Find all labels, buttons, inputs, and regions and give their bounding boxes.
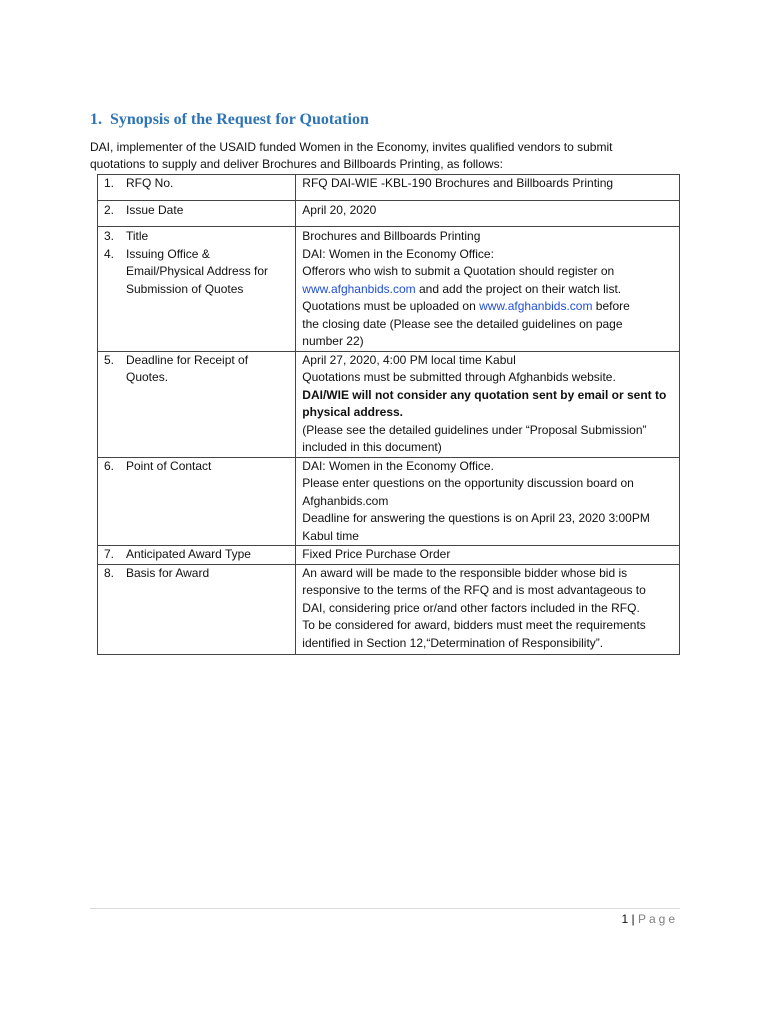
- issuing-office-line: DAI: Women in the Economy Office:: [302, 246, 494, 261]
- row-number: 8.: [104, 565, 115, 580]
- issuing-office-line: Offerors who wish to submit a Quotation should register on: [302, 264, 615, 278]
- contact-line: Kabul time: [302, 528, 359, 543]
- heading-number: 1.: [90, 111, 102, 128]
- contact-line: DAI: Women in the Economy Office.: [302, 458, 494, 473]
- deadline-line: Quotations must be submitted through Afghanbids website.: [302, 370, 616, 384]
- footer-separator: |: [631, 912, 635, 926]
- table-row: [98, 457, 680, 546]
- afghanbids-link[interactable]: www.afghanbids.com: [479, 299, 593, 313]
- row-value-cell: [296, 246, 680, 352]
- row-label-cell: [98, 246, 296, 352]
- contact-line: Please enter questions on the opportunity discussion board on: [302, 476, 634, 490]
- row-value-cell: [296, 351, 680, 457]
- row-label: Anticipated Award Type: [126, 547, 251, 561]
- intro-line-1: DAI, implementer of the USAID funded Women in the Economy, invites qualified vendors to submit: [90, 140, 613, 154]
- contact-line: Deadline for answering the questions is on April 23, 2020 3:00PM: [302, 511, 650, 525]
- basis-line: To be considered for award, bidders must meet the requirements: [302, 618, 646, 632]
- deadline-line: April 27, 2020, 4:00 PM local time Kabul: [302, 352, 516, 367]
- issuing-office-text: before: [592, 299, 630, 313]
- row-value-cell: [296, 564, 680, 655]
- basis-line: responsive to the terms of the RFQ and is most advantageous to: [302, 583, 646, 597]
- basis-line: An award will be made to the responsible bidder whose bid is: [302, 565, 628, 580]
- table-row: [98, 351, 680, 457]
- table-row: [98, 227, 680, 246]
- intro-line-2: quotations to supply and deliver Brochures and Billboards Printing, as follows:: [90, 157, 503, 171]
- basis-line: DAI, considering price or/and other factors included in the RFQ.: [302, 600, 640, 615]
- issuing-office-line: number 22): [302, 334, 364, 348]
- row-label: RFQ No.: [126, 176, 174, 190]
- row-value-cell: [296, 457, 680, 546]
- table-row: [98, 546, 680, 565]
- basis-line: identified in Section 12,“Determination of Responsibility”.: [302, 635, 604, 650]
- issuing-office-line: the closing date (Please see the detailed guidelines on page: [302, 316, 623, 331]
- row-label: Deadline for Receipt of Quotes.: [126, 352, 249, 384]
- table-row: [98, 246, 680, 352]
- issuing-office-line: [302, 281, 673, 299]
- table-row: [98, 564, 680, 655]
- row-number: 5.: [104, 352, 115, 367]
- afghanbids-link[interactable]: www.afghanbids.com: [302, 281, 416, 296]
- row-value-cell: [296, 201, 680, 227]
- rfq-number-value: RFQ DAI-WIE -KBL-190 Brochures and Billboards Printing: [302, 176, 614, 190]
- title-value: Brochures and Billboards Printing: [302, 229, 481, 243]
- section-heading: [90, 111, 369, 129]
- award-type-value: Fixed Price Purchase Order: [302, 547, 451, 561]
- row-number: 7.: [104, 547, 115, 561]
- issuing-office-line: [302, 298, 673, 316]
- row-number: 6.: [104, 458, 115, 473]
- row-label-cell: [98, 175, 296, 201]
- row-label-cell: [98, 201, 296, 227]
- row-label: Point of Contact: [126, 458, 212, 473]
- row-number: 2.: [104, 203, 115, 217]
- issuing-office-text: Quotations must be uploaded on: [302, 299, 480, 313]
- page-footer: [621, 912, 678, 926]
- row-label-cell: [98, 564, 296, 655]
- deadline-line: (Please see the detailed guidelines under “Proposal Submission”: [302, 422, 647, 437]
- row-label-cell: [98, 457, 296, 546]
- row-value-cell: [296, 227, 680, 246]
- table-row: [98, 175, 680, 201]
- intro-paragraph: [90, 139, 690, 173]
- row-number: 4.: [104, 246, 115, 261]
- issuing-office-text: and add the project on their watch list.: [415, 281, 622, 296]
- row-value-cell: [296, 546, 680, 565]
- row-number: 1.: [104, 176, 115, 190]
- page-label: Page: [637, 912, 678, 926]
- row-label: Issuing Office & Email/Physical Address for Submission of Quotes: [126, 246, 269, 296]
- row-label-cell: [98, 546, 296, 565]
- row-label: Basis for Award: [126, 565, 210, 580]
- row-label-cell: [98, 227, 296, 246]
- deadline-warning: DAI/WIE will not consider any quotation sent by email or sent to physical address.: [302, 387, 667, 419]
- contact-line: Afghanbids.com: [302, 493, 389, 508]
- row-label-cell: [98, 351, 296, 457]
- row-label: Issue Date: [126, 203, 184, 217]
- page-number: 1: [621, 912, 629, 926]
- table-row: [98, 201, 680, 227]
- footer-divider: [90, 908, 680, 909]
- rfq-synopsis-table: [97, 174, 680, 655]
- deadline-line: included in this document): [302, 440, 442, 454]
- row-number: 3.: [104, 229, 115, 243]
- issue-date-value: April 20, 2020: [302, 203, 377, 217]
- row-label: Title: [126, 229, 149, 243]
- row-value-cell: [296, 175, 680, 201]
- heading-title: Synopsis of the Request for Quotation: [110, 111, 369, 128]
